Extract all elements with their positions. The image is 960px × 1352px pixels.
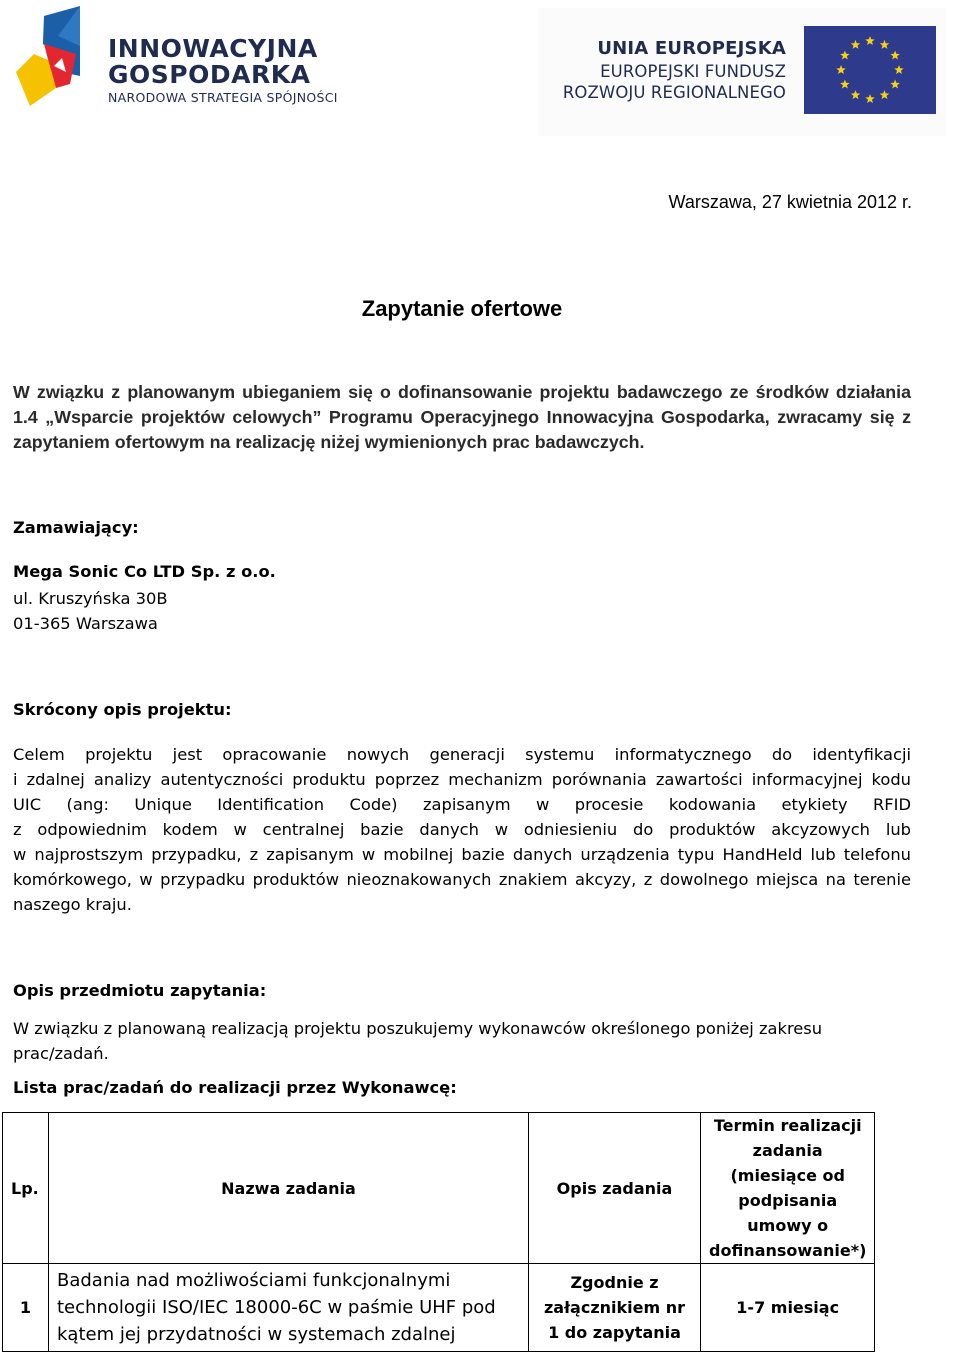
table-header-row [3,1113,875,1264]
column-header-name: Nazwa zadania [49,1113,529,1264]
ordering-party-city: 01-365 Warszawa [13,614,158,633]
project-line: z odpowiednim kodem w centralnej bazie danych w odniesieniu do produktów akcyzowych lub [13,820,911,839]
ordering-party-street: ul. Kruszyńska 30B [13,589,168,608]
project-line: i zdalnej analizy autentyczności produktu poprzez mechanizm porównania zawartości informacyjnej kodu [13,770,911,789]
project-line: UIC (ang: Unique Identification Code) zapisanym w procesie kodowania etykiety RFID [13,795,911,814]
eu-flag-icon [804,26,936,114]
subject-heading: Opis przedmiotu zapytania: [13,981,267,1000]
project-heading: Skrócony opis projektu: [13,700,232,719]
table-row [3,1264,875,1352]
logo-left-line1: INNOWACYJNA [108,34,318,63]
column-header-deadline: Termin realizacji zadania (miesiące od podpisania umowy o dofinansowanie*) [701,1113,875,1264]
project-description [13,742,911,917]
project-line: naszego kraju. [13,895,132,914]
logo-right-line1: UNIA EUROPEJSKA [597,38,786,59]
column-header-description: Opis zadania [529,1113,701,1264]
logo-left-line3: NARODOWA STRATEGIA SPÓJNOŚCI [108,90,338,105]
tasks-heading: Lista prac/zadań do realizacji przez Wykonawcę: [13,1078,457,1097]
cell-lp: 1 [3,1264,49,1352]
project-line: Celem projektu jest opracowanie nowych generacji systemu informatycznego do identyfikacji [13,745,911,764]
intro-paragraph: W związku z planowanym ubieganiem się o dofinansowanie projektu badawczego ze środków działania 1.4 „Wsparcie projektów celowych” Programu Operacyjnego Innowacyjna Gospodarka, zwracamy się z zapytaniem ofertowym na realizację niżej wymienionych prac badawczych. [13,382,911,452]
innowacyjna-gospodarka-emblem-icon [14,6,84,110]
logo-right-line3: ROZWOJU REGIONALNEGO [562,83,786,102]
ordering-party-name: Mega Sonic Co LTD Sp. z o.o. [13,562,276,581]
cell-task-name: Badania nad możliwościami funkcjonalnymi technologii ISO/IEC 18000-6C w paśmie UHF pod kątem jej przydatności w systemach zdalnej [49,1264,529,1352]
document-title: Zapytanie ofertowe [361,296,563,321]
cell-task-description: Zgodnie z załącznikiem nr 1 do zapytania [529,1264,701,1352]
tasks-table [2,1112,875,1352]
innowacyjna-gospodarka-logo [14,6,354,114]
project-line: komórkowego, w przypadku produktów nieoznakowanych znakiem akcyzy, z dowolnego miejsca na terenie [13,870,911,889]
cell-task-deadline: 1-7 miesiąc [701,1264,875,1352]
logo-right-line2: EUROPEJSKI FUNDUSZ [600,62,786,81]
ordering-party-heading: Zamawiający: [13,518,139,537]
logo-left-line2: GOSPODARKA [108,60,311,89]
project-line: w najprostszym przypadku, z zapisanym w mobilnej bazie danych urządzenia typu HandHeld lub telefonu [13,845,911,864]
subject-text: W związku z planowaną realizacją projektu poszukujemy wykonawców określonego poniżej zakresu prac/zadań. [13,1019,823,1063]
column-header-lp: Lp. [3,1113,49,1264]
eu-fund-logo [538,8,946,136]
document-date: Warszawa, 27 kwietnia 2012 r. [668,192,912,212]
